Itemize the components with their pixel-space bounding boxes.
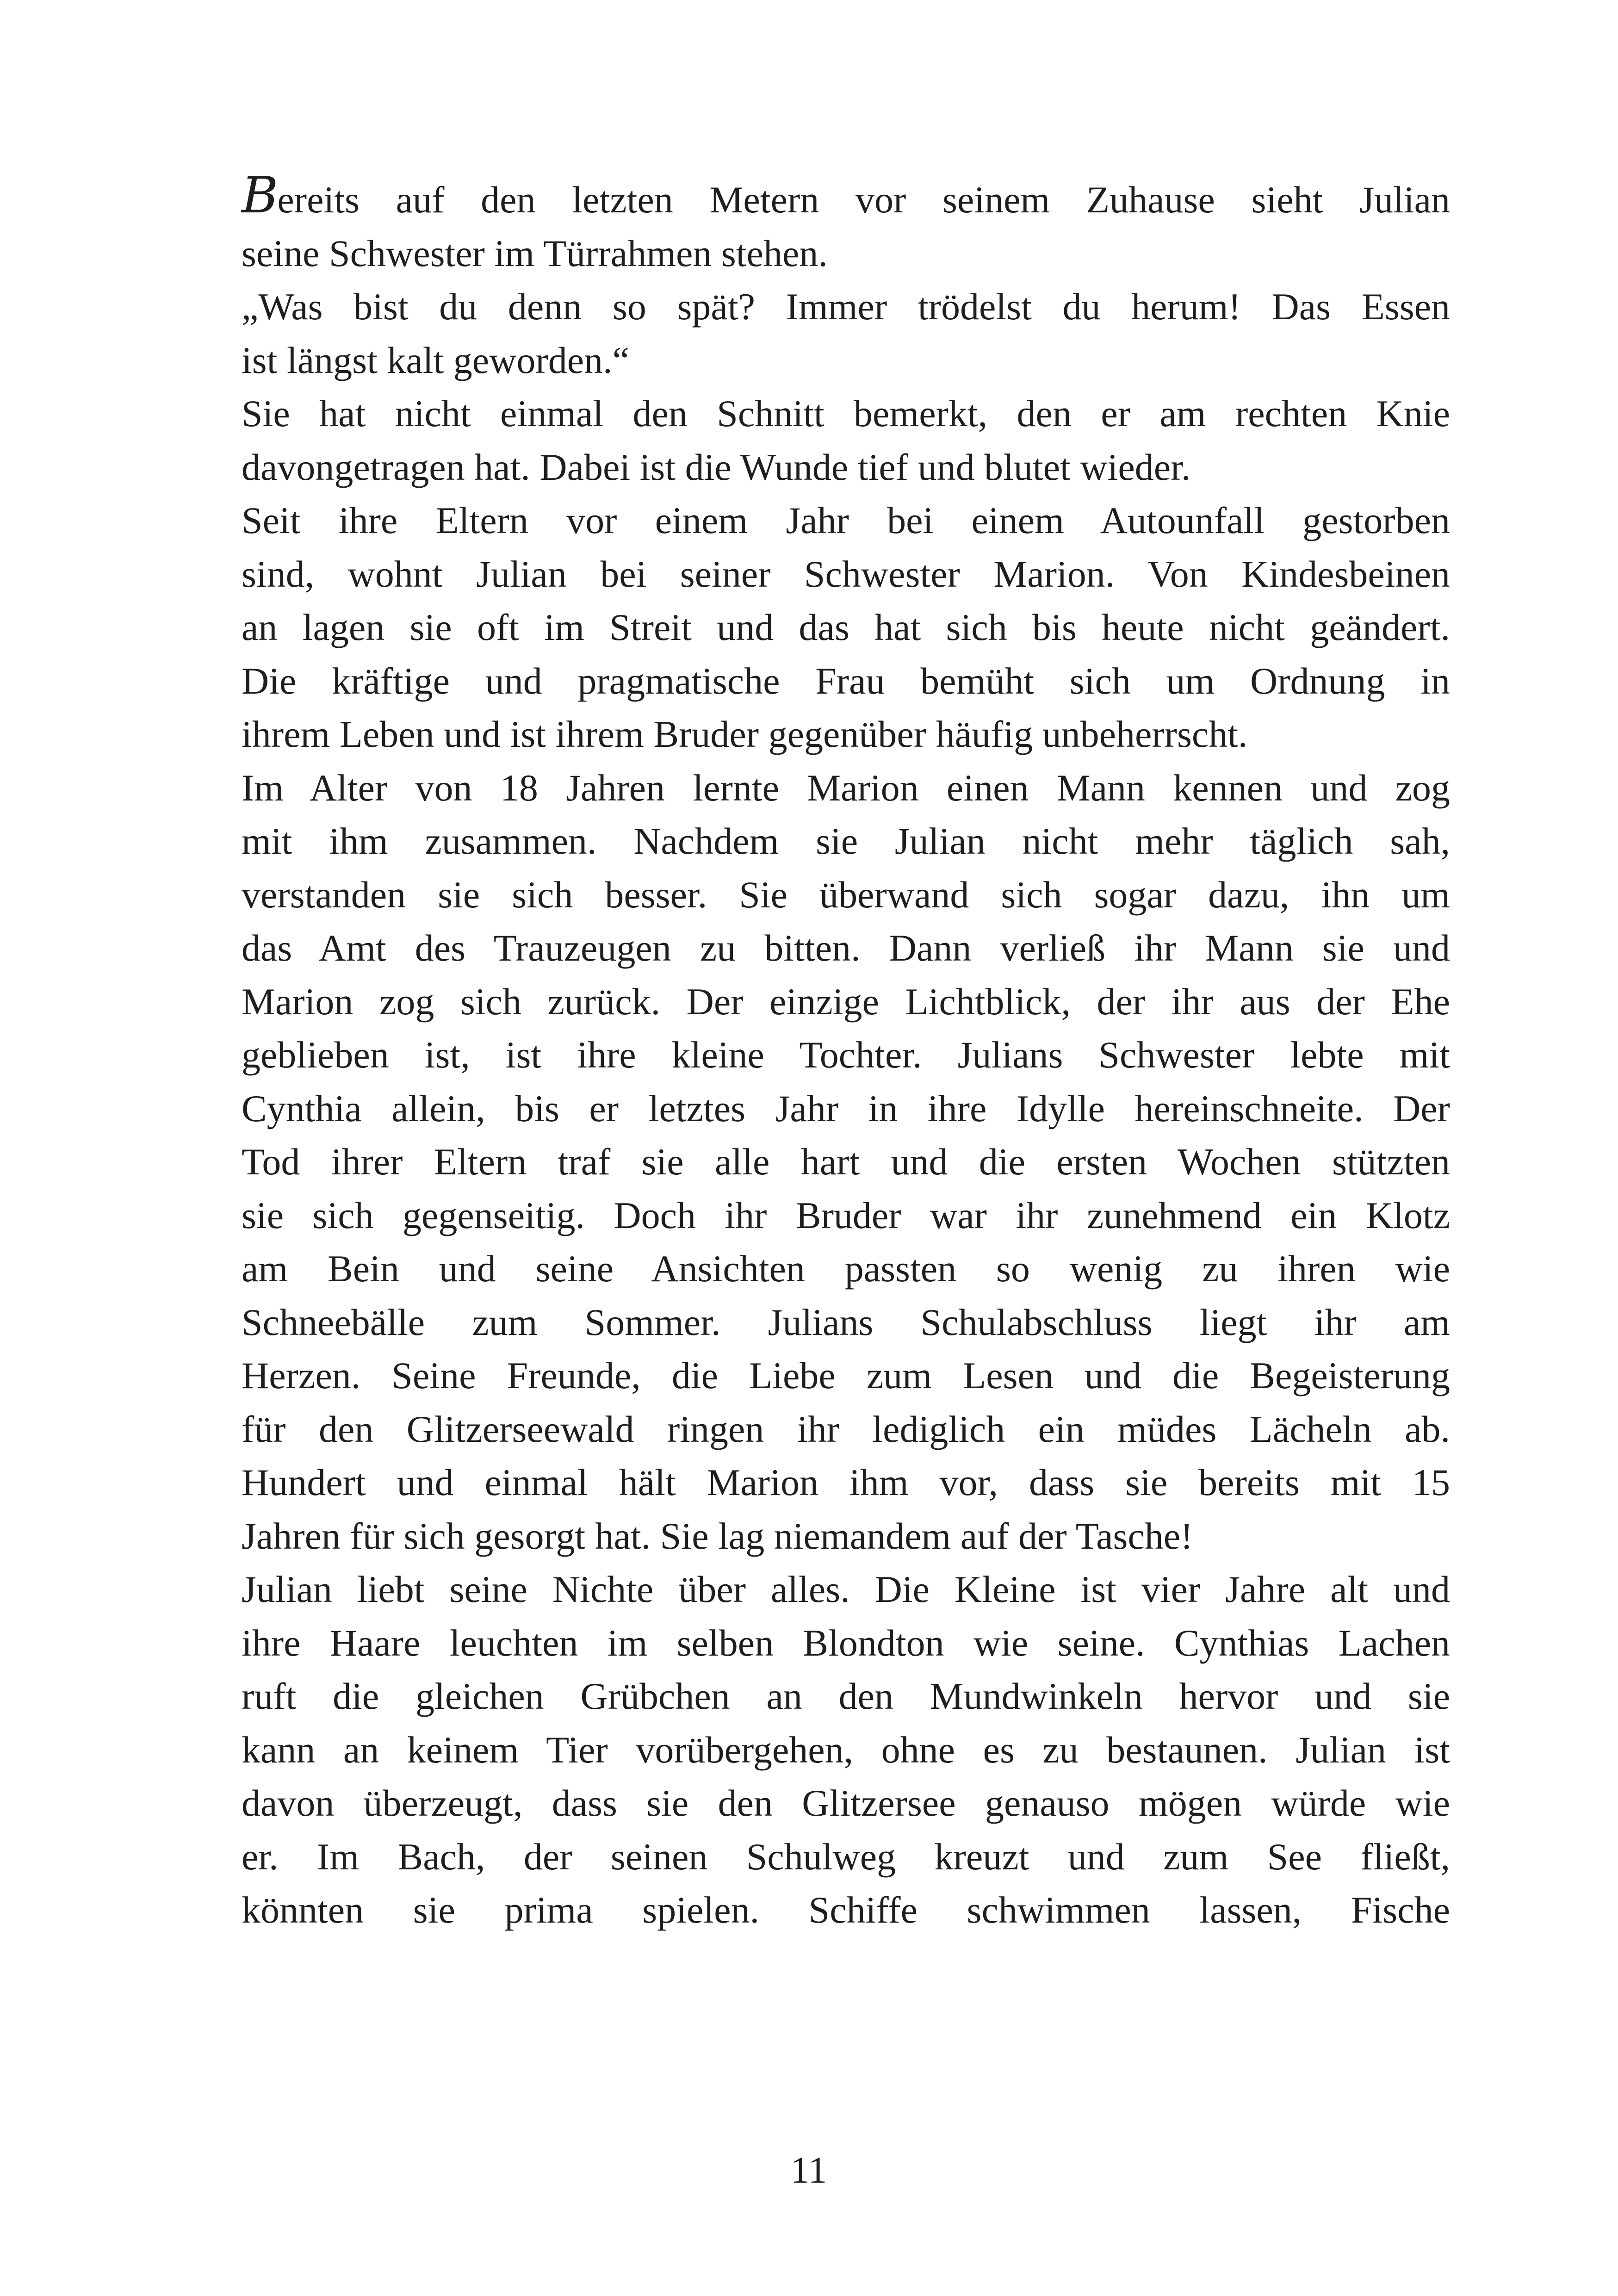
text-line-content: ereits auf den letzten Metern vor seinem Zuhause sieht Julian bbox=[277, 179, 1450, 221]
text-line-content: Hundert und einmal hält Marion ihm vor, dass sie bereits mit 15 bbox=[242, 1461, 1450, 1503]
page-number: 11 bbox=[790, 2149, 827, 2191]
text-line-content: davon überzeugt, dass sie den Glitzersee genauso mögen würde wie bbox=[242, 1782, 1450, 1824]
text-line bbox=[242, 227, 1450, 280]
text-line-content: am Bein und seine Ansichten passten so wenig zu ihren wie bbox=[242, 1247, 1450, 1290]
text-line bbox=[242, 1616, 1450, 1670]
text-line-content: „Was bist du denn so spät? Immer trödelst du herum! Das Essen bbox=[242, 285, 1450, 328]
text-line bbox=[242, 1509, 1450, 1563]
text-line bbox=[242, 1563, 1450, 1616]
text-line bbox=[242, 1028, 1450, 1082]
text-line bbox=[242, 1723, 1450, 1777]
text-line-content: sie sich gegenseitig. Doch ihr Bruder war ihr zunehmend ein Klotz bbox=[242, 1194, 1450, 1236]
text-line-content: Seit ihre Eltern vor einem Jahr bei einem Autounfall gestorben bbox=[242, 499, 1450, 541]
text-line-content: Im Alter von 18 Jahren lernte Marion einen Mann kennen und zog bbox=[242, 766, 1450, 809]
text-line-content: davongetragen hat. Dabei ist die Wunde tief und blutet wieder. bbox=[242, 446, 1191, 488]
text-line bbox=[242, 1883, 1450, 1937]
text-line bbox=[242, 387, 1450, 441]
text-line bbox=[242, 814, 1450, 868]
text-line bbox=[242, 280, 1450, 334]
text-line bbox=[242, 707, 1450, 761]
text-line-content: Die kräftige und pragmatische Frau bemüht sich um Ordnung in bbox=[242, 659, 1450, 702]
text-line-content: Marion zog sich zurück. Der einzige Lichtblick, der ihr aus der Ehe bbox=[242, 980, 1450, 1023]
text-line-content: Cynthia allein, bis er letztes Jahr in ihre Idylle hereinschneite. Der bbox=[242, 1087, 1450, 1129]
text-line-content: Herzen. Seine Freunde, die Liebe zum Lesen und die Begeisterung bbox=[242, 1354, 1450, 1396]
body-text bbox=[242, 167, 1450, 1937]
text-line bbox=[242, 601, 1450, 654]
text-line-content: Sie hat nicht einmal den Schnitt bemerkt, den er am rechten Knie bbox=[242, 392, 1450, 434]
text-line bbox=[242, 1456, 1450, 1509]
text-line-content: sind, wohnt Julian bei seiner Schwester Marion. Von Kindesbeinen bbox=[242, 552, 1450, 595]
text-line bbox=[242, 1189, 1450, 1242]
text-line-content: könnten sie prima spielen. Schiffe schwimmen lassen, Fische bbox=[242, 1889, 1450, 1931]
text-line-content: seine Schwester im Türrahmen stehen. bbox=[242, 232, 828, 274]
text-line bbox=[242, 334, 1450, 387]
text-line bbox=[242, 1669, 1450, 1723]
text-line bbox=[242, 1402, 1450, 1456]
text-line bbox=[242, 761, 1450, 815]
text-line bbox=[242, 975, 1450, 1029]
text-line bbox=[242, 1082, 1450, 1136]
text-line-content: Tod ihrer Eltern traf sie alle hart und die ersten Wochen stützten bbox=[242, 1141, 1450, 1183]
text-line-content: ist längst kalt geworden.“ bbox=[242, 339, 630, 381]
decorative-initial: B bbox=[242, 167, 278, 224]
text-line bbox=[242, 1296, 1450, 1349]
text-line-content: für den Glitzerseewald ringen ihr lediglich ein müdes Lächeln ab. bbox=[242, 1408, 1450, 1450]
text-line bbox=[242, 868, 1450, 922]
text-line-content: Schneebälle zum Sommer. Julians Schulabschluss liegt ihr am bbox=[242, 1301, 1450, 1343]
text-line-content: geblieben ist, ist ihre kleine Tochter. Julians Schwester lebte mit bbox=[242, 1034, 1450, 1076]
text-line bbox=[242, 1349, 1450, 1402]
text-line-content: an lagen sie oft im Streit und das hat sich bis heute nicht geändert. bbox=[242, 606, 1450, 648]
text-line bbox=[242, 441, 1450, 494]
text-line bbox=[242, 1776, 1450, 1830]
text-line-content: das Amt des Trauzeugen zu bitten. Dann verließ ihr Mann sie und bbox=[242, 927, 1450, 969]
text-line bbox=[242, 1830, 1450, 1884]
text-line-content: er. Im Bach, der seinen Schulweg kreuzt und zum See fließt, bbox=[242, 1835, 1450, 1878]
text-line-content: verstanden sie sich besser. Sie überwand sich sogar dazu, ihn um bbox=[242, 873, 1450, 916]
text-line bbox=[242, 1135, 1450, 1189]
text-line bbox=[242, 167, 1450, 227]
text-line-content: Jahren für sich gesorgt hat. Sie lag niemandem auf der Tasche! bbox=[242, 1514, 1193, 1557]
text-line bbox=[242, 1242, 1450, 1296]
text-line bbox=[242, 921, 1450, 975]
text-line-content: kann an keinem Tier vorübergehen, ohne es zu bestaunen. Julian ist bbox=[242, 1728, 1450, 1771]
text-line bbox=[242, 494, 1450, 547]
text-line-content: ruft die gleichen Grübchen an den Mundwinkeln hervor und sie bbox=[242, 1675, 1450, 1717]
text-line-content: ihrem Leben und ist ihrem Bruder gegenüber häufig unbeherrscht. bbox=[242, 713, 1248, 755]
text-line-content: Julian liebt seine Nichte über alles. Die Kleine ist vier Jahre alt und bbox=[242, 1568, 1450, 1610]
text-line-content: ihre Haare leuchten im selben Blondton wie seine. Cynthias Lachen bbox=[242, 1621, 1450, 1664]
text-line bbox=[242, 654, 1450, 708]
text-line-content: mit ihm zusammen. Nachdem sie Julian nicht mehr täglich sah, bbox=[242, 820, 1450, 862]
text-line bbox=[242, 547, 1450, 601]
